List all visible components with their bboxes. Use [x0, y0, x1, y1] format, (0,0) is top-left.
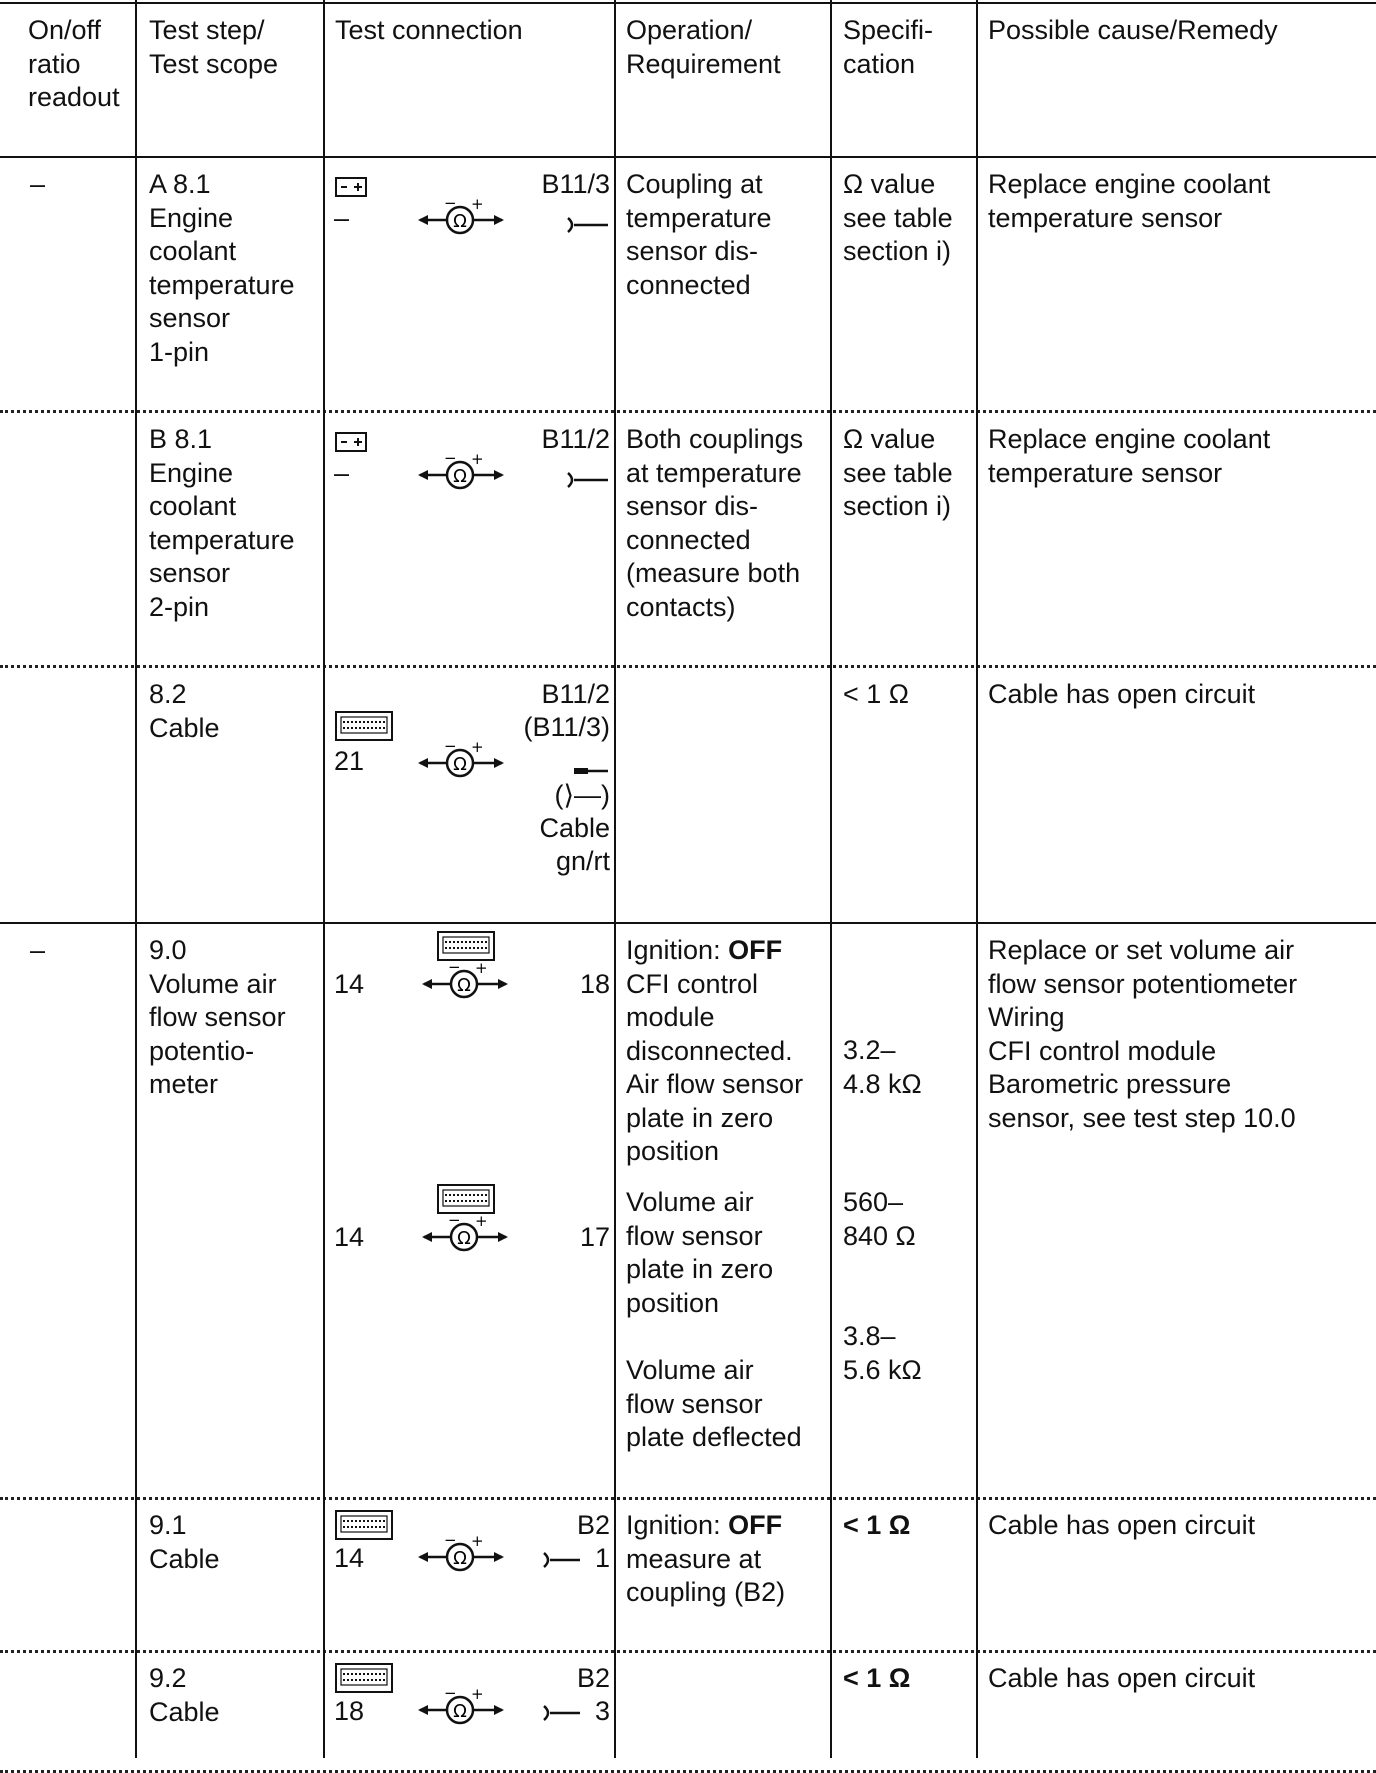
row-91-possible-cause: Cable has open circuit [988, 1510, 1256, 1540]
svg-text:+: + [475, 962, 488, 977]
ignition-label: Ignition: [626, 935, 729, 965]
row-a81-possible-cause: Replace engine coolant temperature sensor [988, 169, 1271, 233]
svg-text:+: + [471, 1535, 484, 1550]
svg-text:−: − [444, 198, 457, 212]
connection-right-terminal: B11/3 [541, 169, 610, 199]
row-92-test-step: 9.2 Cable [149, 1663, 220, 1727]
svg-text:Ω: Ω [453, 754, 467, 775]
ohmmeter-icon [416, 198, 506, 242]
connection-right-terminal-alt: (B11/3) [523, 712, 610, 742]
row-90-specification-3: 3.8– 5.6 kΩ [843, 1321, 922, 1385]
row-divider [0, 1650, 1376, 1653]
row-b81-test-step: B 8.1 Engine coolant temperature sensor 2-pin [149, 424, 295, 622]
svg-text:Ω: Ω [453, 211, 467, 232]
connection-coupling-label: B2 [576, 1663, 610, 1693]
row-b81-operation: Both couplings at temperature sensor dis- connected (measure both contacts) [626, 424, 804, 622]
row-90-test-connection-2 [326, 1183, 612, 1293]
connection-left-terminal: 14 [334, 1222, 365, 1252]
coupling-icon [538, 1700, 586, 1726]
operation-detail: measure at coupling (B2) [626, 1543, 786, 1607]
ignition-state: OFF [728, 1510, 783, 1540]
row-b81-specification: Ω value see table section i) [843, 424, 953, 521]
connection-left-terminal: 14 [334, 969, 365, 999]
connection-left-terminal: 14 [334, 1543, 365, 1573]
svg-text:−: − [444, 453, 457, 467]
svg-text:Ω: Ω [457, 1228, 471, 1249]
operation-detail: CFI control module disconnected. Air flow sensor plate in zero position [626, 968, 804, 1166]
test-box-icon [436, 1183, 496, 1215]
connection-pin-number: 1 [594, 1543, 610, 1573]
column-divider [830, 0, 832, 1758]
connection-left-terminal: – [334, 458, 350, 488]
ignition-state: OFF [728, 935, 783, 965]
row-92-possible-cause: Cable has open circuit [988, 1663, 1256, 1693]
row-90-test-connection-1 [326, 930, 612, 1040]
ohmmeter-icon [416, 453, 506, 497]
header-onoff: On/off ratio readout [28, 15, 120, 112]
ohmmeter-icon [420, 1215, 510, 1259]
ohmmeter-icon [416, 1688, 506, 1732]
connection-left-terminal: – [334, 203, 350, 233]
header-test-connection: Test connection [335, 15, 523, 45]
row-a81-specification: Ω value see table section i) [843, 169, 953, 266]
ohmmeter-icon [416, 1535, 506, 1579]
row-91-test-step: 9.1 Cable [149, 1510, 220, 1574]
test-box-icon [334, 710, 394, 742]
connection-right-terminal: B11/2 [541, 424, 610, 454]
row-91-operation [626, 1509, 785, 1610]
test-box-icon [334, 1509, 394, 1541]
row-90-test-step: 9.0 Volume air flow sensor potentio- meter [149, 935, 286, 1099]
test-box-icon [334, 1662, 394, 1694]
column-divider [135, 0, 137, 1758]
section-rule [0, 922, 1376, 924]
test-box-icon [436, 930, 496, 962]
battery-icon [334, 174, 368, 198]
row-90-onoff: – [30, 935, 46, 965]
row-82-specification: < 1 Ω [843, 679, 909, 709]
row-82-test-connection [326, 678, 612, 878]
row-a81-onoff: – [30, 169, 46, 199]
svg-text:+: + [471, 741, 484, 756]
svg-text:Ω: Ω [453, 1548, 467, 1569]
row-90-specification-2: 560– 840 Ω [843, 1187, 916, 1251]
svg-text:Ω: Ω [453, 1701, 467, 1722]
column-divider [323, 0, 325, 1758]
row-b81-test-connection [326, 423, 612, 583]
header-possible-cause: Possible cause/Remedy [988, 15, 1278, 45]
svg-text:−: − [444, 1535, 457, 1549]
svg-text:−: − [444, 741, 457, 755]
header-rule [0, 156, 1376, 158]
svg-text:Ω: Ω [457, 975, 471, 996]
column-divider [614, 0, 616, 1758]
connection-left-terminal: 21 [334, 746, 365, 776]
connection-right-terminal: 18 [579, 969, 610, 999]
connection-left-terminal: 18 [334, 1696, 365, 1726]
svg-text:Ω: Ω [453, 466, 467, 487]
connection-pin-number: 3 [594, 1696, 610, 1726]
connection-coupling-alt: (⟩—) [554, 780, 610, 810]
svg-text:−: − [444, 1688, 457, 1702]
top-rule [0, 2, 1376, 4]
row-92-test-connection [326, 1662, 612, 1752]
row-b81-possible-cause: Replace engine coolant temperature sensor [988, 424, 1271, 488]
row-91-test-connection [326, 1509, 612, 1619]
header-operation: Operation/ Requirement [626, 15, 781, 79]
ohmmeter-icon [420, 962, 510, 1006]
row-divider [0, 1497, 1376, 1500]
row-82-test-step: 8.2 Cable [149, 679, 220, 743]
svg-text:+: + [475, 1215, 488, 1230]
column-divider [976, 0, 978, 1758]
connection-right-terminal: B11/2 [541, 679, 610, 709]
header-test-step: Test step/ Test scope [149, 15, 279, 79]
svg-text:+: + [471, 1688, 484, 1703]
row-90-possible-cause: Replace or set volume air flow sensor potentiometer Wiring CFI control module Barometric pressure sensor, see test step 10.0 [988, 935, 1298, 1133]
coupling-icon [538, 1547, 586, 1573]
row-90-operation-3: Volume air flow sensor plate deflected [626, 1355, 802, 1452]
row-82-possible-cause: Cable has open circuit [988, 679, 1256, 709]
svg-text:+: + [471, 453, 484, 468]
row-divider [0, 410, 1376, 413]
svg-text:−: − [448, 962, 461, 976]
connection-right-terminal: 17 [579, 1222, 610, 1252]
svg-text:+: + [471, 198, 484, 213]
ohmmeter-icon [416, 741, 506, 785]
connection-cable-label: Cable [539, 813, 610, 843]
row-a81-test-connection [326, 168, 612, 328]
ignition-label: Ignition: [626, 1510, 729, 1540]
row-90-specification-1: 3.2– 4.8 kΩ [843, 1035, 922, 1099]
connection-coupling-label: B2 [576, 1510, 610, 1540]
row-a81-test-step: A 8.1 Engine coolant temperature sensor 1-pin [149, 169, 295, 367]
row-a81-operation: Coupling at temperature sensor dis- connected [626, 169, 772, 300]
connection-cable-color: gn/rt [555, 846, 610, 876]
coupling-icon [562, 467, 610, 493]
header-specification: Specifi- cation [843, 15, 934, 79]
row-91-specification: < 1 Ω [843, 1510, 911, 1540]
coupling-icon [562, 212, 610, 238]
battery-icon [334, 429, 368, 453]
row-90-operation-1 [626, 934, 803, 1169]
row-divider [0, 665, 1376, 668]
row-90-operation-2: Volume air flow sensor plate in zero position [626, 1187, 774, 1318]
svg-text:−: − [448, 1215, 461, 1229]
row-92-specification: < 1 Ω [843, 1663, 911, 1693]
plug-icon [570, 764, 610, 778]
